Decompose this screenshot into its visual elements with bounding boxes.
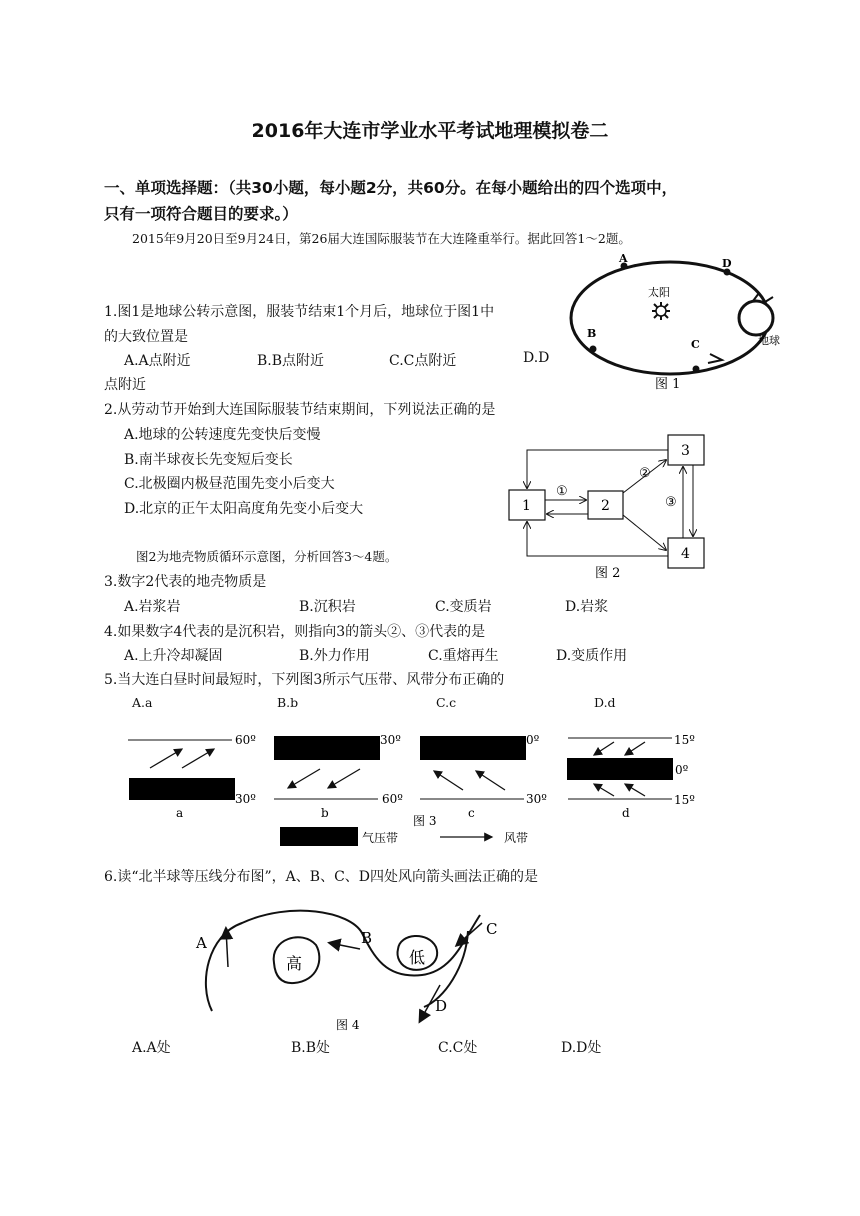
legend-pressure-label: 气压带	[362, 831, 399, 845]
intro-q3-4: 图2为地壳物质循环示意图，分析回答3～4题。	[136, 549, 398, 564]
fig4-caption: 图 4	[336, 1018, 360, 1032]
fig1-label-a: A	[619, 252, 628, 265]
q5-stem: 5.当大连白昼时间最短时，下列图3所示气压带、风带分布正确的	[104, 672, 505, 688]
q4-option-b: B.外力作用	[299, 648, 370, 664]
q4-option-d: D.变质作用	[556, 648, 628, 664]
fig3-a-label: a	[176, 806, 184, 820]
q6-stem: 6.读“北半球等压线分布图”，A、B、C、D四处风向箭头画法正确的是	[104, 869, 539, 885]
q4-option-a: A.上升冷却凝固	[124, 648, 223, 664]
fig3-a-bottom: 30º	[235, 792, 256, 806]
fig4-low-label: 低	[409, 948, 426, 967]
fig1-sun-label: 太阳	[648, 286, 670, 299]
q1-stem-line2: 的大致位置是	[104, 329, 188, 345]
fig2-box-3: 3	[681, 443, 690, 459]
fig3-b-label: b	[321, 806, 329, 820]
legend-wind-label: 风带	[504, 831, 529, 845]
fig2-arrow-3: ③	[665, 495, 677, 510]
fig3-c-top: 0º	[526, 733, 540, 747]
fig2-box-2: 2	[601, 498, 610, 514]
q5-option-d: D.d	[594, 695, 616, 710]
fig3-d-mid: 0º	[675, 763, 689, 777]
q3-option-d: D.岩浆	[565, 599, 609, 615]
legend-pressure-swatch	[280, 827, 358, 846]
fig3-caption: 图 3	[413, 814, 437, 828]
figure-3-pressure-wind-belts	[120, 725, 720, 850]
q1-option-d: D.D	[523, 350, 550, 366]
fig4-high-label: 高	[286, 954, 303, 973]
q1-option-c: C.C点附近	[389, 353, 457, 369]
q6-option-c: C.C处	[438, 1040, 478, 1056]
q1-option-d-wrap: 点附近	[104, 377, 146, 393]
q6-option-a: A.A处	[132, 1040, 171, 1056]
q2-stem: 2.从劳动节开始到大连国际服装节结束期间，下列说法正确的是	[104, 402, 496, 418]
fig3-c-label: c	[468, 806, 475, 820]
page-title: 2016年大连市学业水平考试地理模拟卷二	[251, 120, 609, 142]
q5-option-c: C.c	[436, 695, 457, 710]
figure-4-isobar-map	[190, 903, 520, 1033]
fig4-label-b: B	[361, 929, 373, 947]
fig4-label-a: A	[196, 934, 207, 952]
q2-option-c: C.北极圈内极昼范围先变小后变大	[124, 476, 335, 492]
q6-option-b: B.B处	[291, 1040, 331, 1056]
q4-stem: 4.如果数字4代表的是沉积岩，则指向3的箭头②、③代表的是	[104, 624, 486, 640]
fig3-d-bottom: 15º	[674, 793, 695, 807]
fig1-label-b: B	[587, 327, 597, 340]
section-heading-line1: 一、单项选择题：（共30小题，每小题2分，共60分。在每小题给出的四个选项中，	[104, 179, 678, 197]
fig3-b-top: 30º	[380, 733, 401, 747]
q4-option-c: C.重熔再生	[428, 648, 499, 664]
figure-2-rock-cycle	[500, 430, 720, 586]
fig2-box-1: 1	[522, 498, 531, 514]
fig3-b-bottom: 60º	[382, 792, 403, 806]
q1-option-a: A.A点附近	[124, 353, 191, 369]
fig3-d-label: d	[622, 806, 630, 820]
fig1-label-c: C	[691, 338, 700, 351]
fig1-label-d: D	[722, 257, 732, 270]
fig3-a-top: 60º	[235, 733, 256, 747]
q2-option-d: D.北京的正午太阳高度角先变小后变大	[124, 501, 364, 517]
intro-q1-2: 2015年9月20日至9月24日，第26届大连国际服装节在大连隆重举行。据此回答1～2题。	[132, 231, 631, 246]
fig4-label-d: D	[435, 997, 448, 1015]
section-heading-line2: 只有一项符合题目的要求。）	[104, 205, 298, 223]
fig4-label-c: C	[486, 920, 498, 938]
q3-option-a: A.岩浆岩	[124, 599, 181, 615]
q3-option-b: B.沉积岩	[299, 599, 356, 615]
fig1-earth-label: 地球	[758, 334, 780, 347]
q6-option-d: D.D处	[561, 1040, 602, 1056]
fig2-box-4: 4	[681, 546, 690, 562]
fig3-d-top: 15º	[674, 733, 695, 747]
fig1-caption: 图 1	[655, 377, 681, 392]
q1-option-b: B.B点附近	[257, 353, 325, 369]
fig3-c-bottom: 30º	[526, 792, 547, 806]
q2-option-b: B.南半球夜长先变短后变长	[124, 452, 293, 468]
q2-option-a: A.地球的公转速度先变快后变慢	[124, 427, 321, 443]
q5-option-b: B.b	[277, 695, 299, 710]
q3-stem: 3.数字2代表的地壳物质是	[104, 574, 267, 590]
q1-stem-line1: 1.图1是地球公转示意图，服装节结束1个月后，地球位于图1中	[104, 304, 495, 320]
fig2-caption: 图 2	[595, 566, 621, 581]
q3-option-c: C.变质岩	[435, 599, 492, 615]
q5-option-a: A.a	[132, 695, 153, 710]
fig2-arrow-2: ②	[639, 466, 651, 481]
fig2-arrow-1: ①	[556, 484, 568, 499]
figure-1-earth-orbit	[560, 248, 810, 398]
